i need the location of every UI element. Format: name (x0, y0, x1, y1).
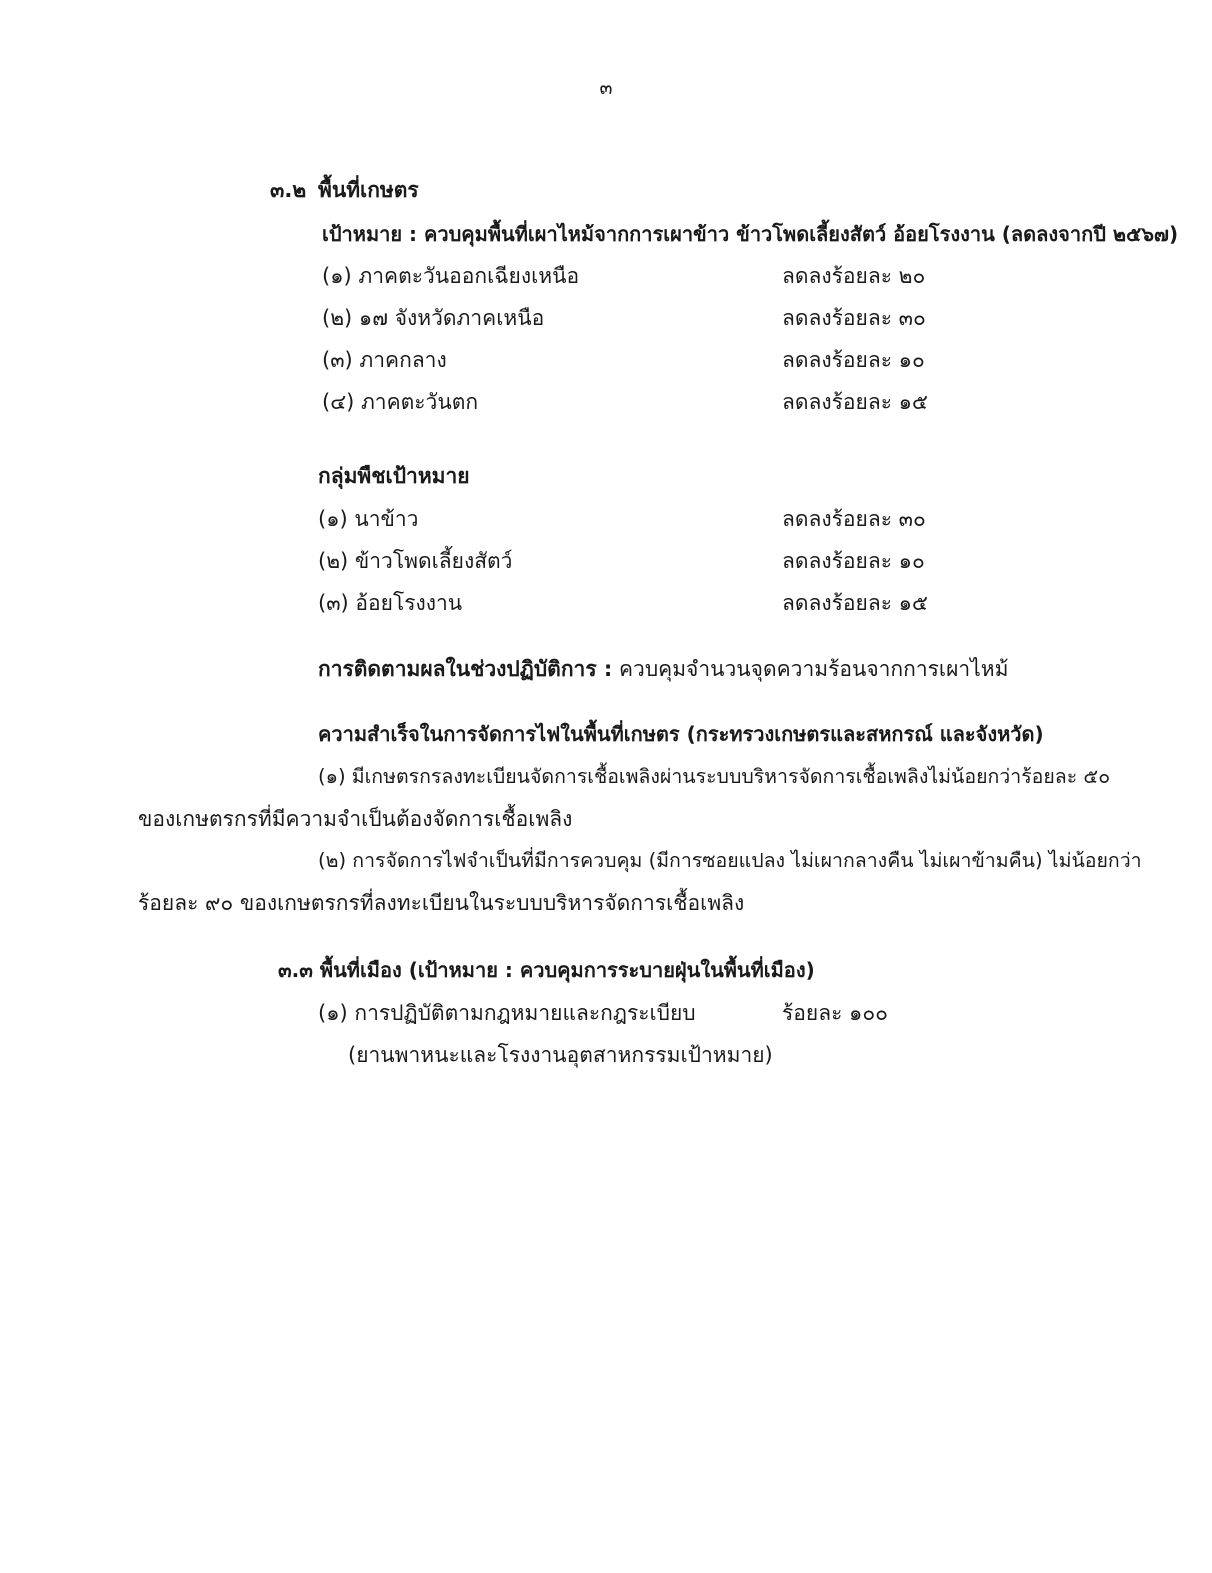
region-1-label: (๑) ภาคตะวันออกเฉียงเหนือ (322, 264, 580, 288)
region-4-label: (๔) ภาคตะวันตก (322, 390, 479, 414)
monitoring-line (318, 659, 1008, 680)
success-item-1-line-2: ของเกษตรกรที่มีความจำเป็นต้องจัดการเชื้อเพลิง (138, 807, 573, 831)
crop-3-label: (๓) อ้อยโรงงาน (318, 591, 463, 615)
urban-item-1-label: (๑) การปฏิบัติตามกฎหมายและกฎระเบียบ (318, 1001, 696, 1025)
crop-1-label: (๑) นาข้าว (318, 507, 419, 531)
crop-2-label: (๒) ข้าวโพดเลี้ยงสัตว์ (318, 549, 513, 573)
success-heading: ความสำเร็จในการจัดการไฟในพื้นที่เกษตร (กระทรวงเกษตรและสหกรณ์ และจังหวัด) (318, 722, 1044, 746)
section-3-2-heading: พื้นที่เกษตร (318, 178, 419, 202)
crops-heading: กลุ่มพืชเป้าหมาย (318, 464, 470, 488)
section-3-2-number: ๓.๒ (270, 178, 307, 202)
crop-2-value: ลดลงร้อยละ ๑๐ (782, 549, 925, 573)
crop-1-value: ลดลงร้อยละ ๓๐ (782, 507, 926, 531)
region-3-value: ลดลงร้อยละ ๑๐ (782, 348, 925, 372)
region-1-value: ลดลงร้อยละ ๒๐ (782, 264, 926, 288)
urban-item-1-note: (ยานพาหนะและโรงงานอุตสาหกรรมเป้าหมาย) (348, 1043, 773, 1067)
region-2-label: (๒) ๑๗ จังหวัดภาคเหนือ (322, 306, 545, 330)
success-item-2-line-1: (๒) การจัดการไฟจำเป็นที่มีการควบคุม (มีการซอยแปลง ไม่เผากลางคืน ไม่เผาข้ามคืน) ไม่น้อยกว่า (318, 849, 1142, 872)
crop-3-value: ลดลงร้อยละ ๑๕ (782, 591, 928, 615)
region-2-value: ลดลงร้อยละ ๓๐ (782, 306, 926, 330)
region-3-label: (๓) ภาคกลาง (322, 348, 447, 372)
section-3-3-heading: ๓.๓ พื้นที่เมือง (เป้าหมาย : ควบคุมการระบายฝุ่นในพื้นที่เมือง) (278, 958, 815, 982)
success-item-2-line-2: ร้อยละ ๙๐ ของเกษตรกรที่ลงทะเบียนในระบบบริหารจัดการเชื้อเพลิง (138, 891, 745, 915)
region-4-value: ลดลงร้อยละ ๑๕ (782, 390, 928, 414)
monitoring-label: การติดตามผลในช่วงปฏิบัติการ : (318, 657, 613, 681)
target-statement: เป้าหมาย : ควบคุมพื้นที่เผาไหม้จากการเผาข้าว ข้าวโพดเลี้ยงสัตว์ อ้อยโรงงาน (ลดลงจากปี ๒๕๖๗) (322, 222, 1179, 246)
page-number: ๓ (599, 77, 613, 99)
urban-item-1-value: ร้อยละ ๑๐๐ (782, 1001, 888, 1025)
monitoring-text: ควบคุมจำนวนจุดความร้อนจากการเผาไหม้ (619, 657, 1009, 681)
success-item-1-line-1: (๑) มีเกษตรกรลงทะเบียนจัดการเชื้อเพลิงผ่านระบบบริหารจัดการเชื้อเพลิงไม่น้อยกว่าร้อยละ ๕๐ (318, 765, 1111, 788)
